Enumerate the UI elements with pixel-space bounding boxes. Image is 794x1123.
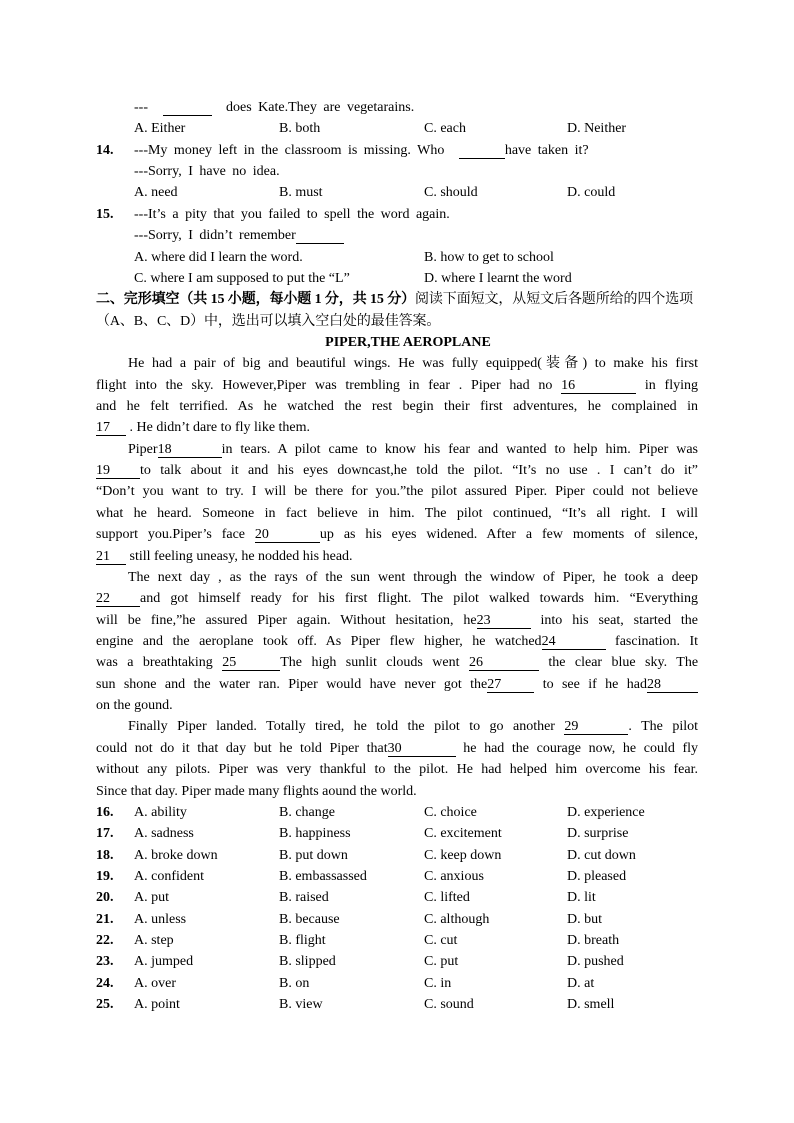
option-c: C. keep down (424, 847, 502, 863)
option-a: A. confident (134, 868, 204, 884)
passage-text: up as his eyes widened. After a few moments of silence, (319, 527, 699, 543)
option-b: B. embassassed (279, 868, 367, 884)
option-d: D. pleased (567, 868, 627, 884)
option-a: A. unless (134, 911, 187, 927)
passage-text: support you.Piper’s face (96, 527, 246, 543)
passage-line (96, 610, 698, 631)
option-a: A. broke down (134, 847, 218, 863)
passage-text: “Don’t you want to try. I will be there for you.”the pilot assured Piper. Piper could not believe (96, 484, 698, 500)
blank-20: 20 (255, 528, 320, 543)
passage-text: fascination. It (615, 633, 698, 649)
option-d: D. experience (567, 804, 645, 820)
section-title: 二、完形填空（共 15 小题，每小题 1 分，共 15 分） (96, 292, 415, 308)
section-instruction-line (96, 311, 698, 332)
section-instruction: 阅读下面短文，从短文后各题所给的四个选项 (415, 292, 693, 308)
q15-options-cd (96, 268, 698, 289)
option-d: D. surprise (567, 826, 629, 842)
question-number: 19. (96, 868, 114, 884)
passage-line (96, 439, 698, 460)
option-c: C. anxious (424, 868, 484, 884)
passage-text: and got himself ready for his first flight. The pilot walked towards him. “Everything (140, 591, 698, 607)
question-number: 18. (96, 847, 114, 863)
q15-stem (96, 204, 698, 225)
question-number: 21. (96, 911, 114, 927)
option-d: D. could (567, 185, 616, 201)
q14-stem-before: ---My money left in the classroom is missing. Who (134, 142, 445, 158)
cloze-question-20 (96, 887, 698, 908)
option-c: C. choice (424, 804, 477, 820)
answer-blank (163, 101, 212, 116)
option-c: C. should (424, 185, 478, 201)
passage-text: to see if he had (542, 676, 648, 692)
passage-line (96, 460, 698, 481)
passage-line (96, 652, 698, 673)
passage-line (96, 588, 698, 609)
option-b: B. how to get to school (424, 249, 554, 265)
passage-text: what he heard. Someone in fact believe in him. The pilot continued, “It’s all right. I will (96, 505, 698, 521)
cloze-question-16 (96, 802, 698, 823)
blank-22: 22 (96, 592, 140, 607)
option-d: D. Neither (567, 121, 627, 137)
option-c: C. cut (424, 933, 458, 949)
option-c: C. although (424, 911, 490, 927)
passage-text: into his seat, started the (540, 612, 699, 628)
question-number: 15. (96, 206, 114, 222)
passage-line (96, 503, 698, 524)
cloze-question-18 (96, 845, 698, 866)
option-a: A. jumped (134, 954, 194, 970)
option-a: A. Either (134, 121, 186, 137)
passage-text: Since that day. Piper made many flights aound the world. (96, 783, 417, 799)
passage-text: flight into the sky. However,Piper was trembling in fear . Piper had no (96, 377, 553, 393)
option-c: C. lifted (424, 890, 470, 906)
section-heading (96, 289, 698, 310)
passage-line (96, 695, 698, 716)
option-d: D. at (567, 975, 595, 991)
option-a: A. point (134, 997, 180, 1013)
blank-16: 16 (561, 379, 636, 394)
option-d: D. breath (567, 933, 620, 949)
blank-29: 29 (564, 720, 628, 735)
option-b: B. raised (279, 890, 329, 906)
passage-line (96, 524, 698, 545)
blank-23: 23 (477, 614, 531, 629)
cloze-question-22 (96, 930, 698, 951)
cloze-question-23 (96, 951, 698, 972)
q13-stem-text: does Kate.They are vegetarains. (226, 100, 415, 115)
option-d: D. cut down (567, 847, 636, 863)
q15-options-ab (96, 247, 698, 268)
passage-line (96, 759, 698, 780)
passage-text: Piper (128, 441, 158, 457)
q15-reply-text: ---Sorry, I didn’t remember (134, 228, 296, 244)
passage-line (96, 396, 698, 417)
option-b: B. must (279, 185, 323, 201)
passage-line (96, 546, 698, 567)
cloze-question-25 (96, 994, 698, 1015)
exam-page (96, 97, 698, 1015)
blank-27: 27 (487, 678, 534, 693)
blank-28: 28 (647, 678, 698, 693)
option-b: B. flight (279, 933, 326, 949)
passage-text: will be fine,”he assured Piper again. Without hesitation, he (96, 612, 477, 628)
passage-line (96, 417, 698, 438)
cloze-question-19 (96, 866, 698, 887)
option-a: A. need (134, 185, 178, 201)
option-a: A. ability (134, 804, 187, 820)
option-c: C. each (424, 121, 466, 137)
passage-line (96, 781, 698, 802)
blank-21: 21 (96, 550, 126, 565)
option-c: C. where I am supposed to put the “L” (134, 270, 350, 286)
option-a: A. sadness (134, 826, 194, 842)
passage-text: engine and the aeroplane took off. As Piper flew higher, he watched (96, 633, 542, 649)
passage-text: could not do it that day but he told Piper that (96, 740, 388, 756)
q14-stem (96, 140, 698, 161)
cloze-question-21 (96, 909, 698, 930)
q14-stem-after: have taken it? (504, 142, 589, 158)
blank-26: 26 (469, 656, 539, 671)
question-number: 24. (96, 975, 114, 991)
passage-text: in tears. A pilot came to know his fear and wanted to help him. Piper was (221, 441, 698, 457)
question-number: 20. (96, 890, 114, 906)
option-d: D. where I learnt the word (424, 270, 572, 286)
option-d: D. pushed (567, 954, 624, 970)
blank-19: 19 (96, 464, 140, 479)
passage-text: sun shone and the water ran. Piper would have never got the (96, 676, 488, 692)
passage-title: PIPER,THE AEROPLANE (325, 334, 491, 350)
passage-text: he had the courage now, he could fly (463, 740, 698, 756)
option-d: D. lit (567, 890, 596, 906)
cloze-question-17 (96, 823, 698, 844)
question-number: 17. (96, 826, 114, 842)
option-b: B. on (279, 975, 310, 991)
passage-line (96, 567, 698, 588)
passage-line (96, 353, 698, 374)
blank-24: 24 (542, 635, 606, 650)
passage-text: The next day , as the rays of the sun went through the window of Piper, he took a deep (128, 569, 698, 585)
passage-line (96, 674, 698, 695)
passage-text: in flying (644, 377, 698, 393)
passage-line (96, 631, 698, 652)
option-c: C. put (424, 954, 459, 970)
passage-line (96, 375, 698, 396)
option-d: D. smell (567, 997, 615, 1013)
option-b: B. put down (279, 847, 348, 863)
passage-text: on the gound. (96, 698, 173, 714)
q15-reply (96, 225, 698, 246)
passage-text: without any pilots. Piper was very thankful to the pilot. He had helped him overcome his fear. (96, 762, 698, 778)
question-number: 14. (96, 142, 114, 158)
passage-text: . The pilot (628, 719, 698, 735)
passage-line (96, 716, 698, 737)
q14-reply (96, 161, 698, 182)
passage-text: The high sunlit clouds went (280, 655, 460, 671)
option-a: A. put (134, 890, 169, 906)
option-a: A. step (134, 933, 174, 949)
blank-17: 17 (96, 421, 126, 436)
passage-text: the clear blue sky. The (548, 655, 699, 671)
option-b: B. both (279, 121, 321, 137)
option-b: B. view (279, 997, 323, 1013)
q13-dashes: --- (134, 100, 148, 115)
passage-text: He had a pair of big and beautiful wings. He was fully equipped(装备) to make his first (128, 356, 698, 372)
blank-30: 30 (388, 742, 456, 757)
q14-stem-text (134, 140, 589, 161)
q13-stem (96, 97, 698, 118)
q14-reply-text: ---Sorry, I have no idea. (134, 164, 280, 180)
passage-line (96, 481, 698, 502)
option-b: B. because (279, 911, 340, 927)
passage-text: still feeling uneasy, he nodded his head. (129, 548, 353, 564)
passage-line (96, 738, 698, 759)
passage-text: . He didn’t dare to fly like them. (129, 420, 311, 436)
cloze-question-24 (96, 973, 698, 994)
option-d: D. but (567, 911, 602, 927)
question-number: 25. (96, 997, 114, 1013)
option-c: C. in (424, 975, 452, 991)
option-b: B. happiness (279, 826, 351, 842)
question-number: 23. (96, 954, 114, 970)
passage-text: was a breathtaking (96, 655, 213, 671)
passage-text: to talk about it and his eyes downcast,he told the pilot. “It’s no use . I can’t do it” (140, 463, 698, 479)
section-instruction: （A、B、C、D）中，选出可以填入空白处的最佳答案。 (96, 313, 441, 329)
answer-blank (296, 229, 344, 244)
q13-options (96, 118, 698, 139)
answer-blank (459, 144, 505, 159)
q15-stem-text: ---It’s a pity that you failed to spell the word again. (134, 206, 450, 222)
option-b: B. change (279, 804, 335, 820)
option-b: B. slipped (279, 954, 336, 970)
passage-text: and he felt terrified. As he watched the rest begin their first adventures, he complained in (96, 399, 698, 415)
question-number: 22. (96, 933, 114, 949)
blank-25: 25 (222, 656, 280, 671)
blank-18: 18 (158, 443, 222, 458)
option-a: A. where did I learn the word. (134, 249, 303, 265)
option-c: C. sound (424, 997, 474, 1013)
option-c: C. excitement (424, 826, 502, 842)
option-a: A. over (134, 975, 176, 991)
q14-options (96, 182, 698, 203)
question-number: 16. (96, 804, 114, 820)
passage-text: Finally Piper landed. Totally tired, he told the pilot to go another (128, 719, 555, 735)
